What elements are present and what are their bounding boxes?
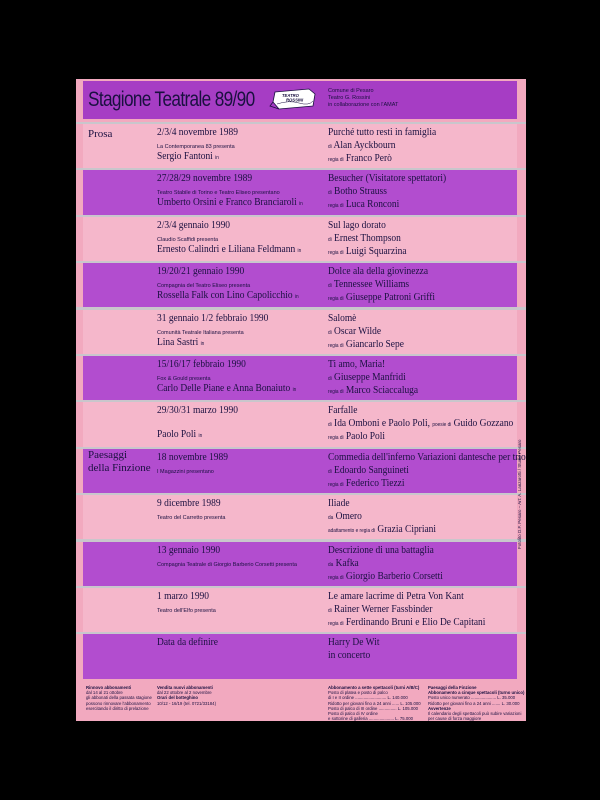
show-director-prefix: regia di [328, 296, 344, 303]
footer-heading: Vendita nuovi abbonamenti [157, 685, 213, 690]
show-director-prefix: regia di [328, 435, 344, 442]
show-actors-in: in [215, 155, 219, 161]
show-author-line [328, 325, 381, 337]
show-row [76, 217, 526, 262]
show-author-line [328, 464, 409, 476]
show-subtitle: Variazioni dantesche per trio [417, 450, 526, 463]
footer-line: Il calendario degli spettacoli può subire variazioni [428, 711, 522, 717]
footer-col-prices [328, 685, 421, 721]
show-author: Rainer Werner Fassbinder [334, 603, 433, 615]
show-author-line [328, 557, 359, 569]
teatro-rossini-logo [269, 86, 321, 112]
footer-col-paesaggi [428, 685, 524, 721]
svg-text:TEATRO: TEATRO [282, 93, 299, 98]
section-label-paesaggi-2: della Finzione [88, 462, 151, 474]
footer-col-renewal [86, 685, 152, 711]
show-director-line [328, 430, 385, 442]
show-title-line [328, 265, 428, 277]
footer-line: Posto di palco di III ordine ............... L. 105.000 [328, 705, 419, 711]
show-company: Compagnia del Teatro Eliseo presenta [157, 283, 251, 290]
show-author-prefix: di [328, 329, 332, 336]
show-title: Descrizione di una battaglia [328, 543, 434, 556]
show-author-prefix: di [328, 283, 332, 290]
show-author-line [328, 649, 370, 661]
show-title-line [328, 404, 357, 416]
show-date: 31 gennaio 1/2 febbraio 1990 [157, 311, 269, 324]
show-row [76, 402, 526, 447]
show-title: Purché tutto resti in famiglia [328, 126, 437, 138]
show-date: 15/16/17 febbraio 1990 [157, 358, 246, 370]
footer-heading: Orari del botteghino [157, 695, 199, 701]
show-company: Claudio Scaffidi presenta [157, 236, 219, 243]
show-date: 27/28/29 novembre 1989 [157, 172, 253, 185]
row-band [83, 356, 517, 401]
show-author: Kafka [335, 556, 359, 569]
show-author-line [328, 139, 395, 151]
show-author: Botho Strauss [334, 185, 387, 198]
section-label-prosa: Prosa [88, 128, 113, 140]
show-author-prefix: da [328, 515, 334, 522]
footer-line: 10/12 - 16/19 (tel. 0721/33184) [157, 700, 217, 706]
show-director: Federico Tiezzi [345, 476, 405, 489]
footer-line: esercitando il diritto di prelazione [86, 705, 149, 711]
show-company: Teatro del Carretto presenta [157, 515, 226, 522]
show-director-prefix: regia di [328, 203, 344, 210]
footer-heading: Rinnovo abbonamenti [86, 685, 132, 690]
footer-line: e sottorine di galleria ..................... L. 75.000 [328, 716, 414, 721]
show-director-line [328, 616, 485, 628]
show-date: 18 novembre 1989 [157, 450, 228, 463]
show-title: Farfalle [328, 404, 358, 417]
footer-heading: Paesaggi della Finzione [428, 685, 477, 690]
show-title-line [328, 219, 386, 231]
show-actors: Umberto Orsini e Franco Branciaroli [157, 196, 297, 209]
show-title-line [328, 312, 356, 324]
show-title: Salomè [328, 311, 357, 324]
footer-line: gli abbonati della passata stagione [86, 695, 152, 701]
footer-line: di I e II ordine .......................... L. 140.000 [328, 695, 408, 701]
header-info-line: in collaborazione con l'AMAT [328, 102, 399, 108]
show-director-line [328, 291, 435, 303]
row-band [83, 542, 517, 587]
show-actors-in: in [299, 201, 303, 208]
show-row [76, 263, 526, 308]
show-director: Giorgio Barberio Corsetti [345, 569, 443, 582]
show-title: Dolce ala della giovinezza [328, 265, 429, 278]
show-author-line [328, 232, 401, 244]
show-director-line [328, 570, 443, 582]
poster-title: Stagione Teatrale 89/90 [88, 88, 255, 111]
show-date: 29/30/31 marzo 1990 [157, 404, 238, 417]
show-title-line [328, 544, 434, 556]
show-director-prefix: regia di [328, 249, 344, 256]
show-director: Paolo Poli [345, 430, 386, 443]
show-actors: Sergio Fantoni [157, 150, 213, 162]
show-date: 2/3/4 gennaio 1990 [157, 218, 231, 231]
footer-line: dal 22 ottobre al 2 novembre [157, 690, 212, 696]
footer-line: Abbonamento a cinque spettacoli (turno unico) [428, 690, 525, 696]
show-author-prefix: di [328, 468, 332, 475]
show-row [76, 495, 526, 540]
show-actors: Paolo Poli [157, 428, 197, 441]
show-director-prefix: regia di [328, 481, 344, 488]
svg-text:ROSSINI: ROSSINI [286, 97, 304, 103]
show-company: La Contemporanea 83 presenta [157, 144, 235, 150]
show-author: Ida Omboni e Paolo Poli, [334, 417, 430, 430]
show-actors-in: in [292, 387, 297, 393]
footer-line: possono rinnovare l'abbonamento [86, 700, 151, 706]
show-author-line [328, 510, 362, 522]
show-title-line [328, 126, 436, 138]
show-director-line [328, 338, 404, 350]
show-author: in concerto [328, 649, 371, 662]
show-row [76, 310, 526, 355]
row-band [83, 124, 517, 169]
show-company: Compagnia Teatrale di Giorgio Barberio Corsetti presenta [157, 561, 297, 568]
show-director: Franco Però [345, 152, 392, 164]
show-author: Omero [335, 510, 362, 523]
show-director-prefix: regia di [328, 157, 344, 163]
show-title: Commedia dell'inferno [328, 450, 416, 463]
show-director-line [328, 384, 418, 396]
footer-line: per cause di forza maggiore [428, 716, 482, 721]
show-author-line [328, 417, 513, 429]
show-author: Ernest Thompson [334, 231, 401, 244]
footer-line: Posto di palco di IV ordine [328, 711, 378, 717]
printer-credit: Fotolito D.F. Pesaro – Art: A. Lanzarotti / Studio Pesaro [517, 439, 522, 549]
footer-line: Posto di platea e posto di palco [328, 690, 388, 696]
show-director: Giuseppe Patroni Griffi [345, 291, 436, 304]
header-info-line: Teatro G. Rossini [328, 95, 371, 101]
show-author-suffix: poesie di [432, 422, 452, 429]
show-author-prefix: di [328, 376, 332, 382]
show-author: Giuseppe Manfridi [334, 371, 406, 383]
show-author-line [328, 185, 387, 197]
show-title: Iliade [328, 497, 350, 510]
show-company: Comunità Teatrale Italiana presenta [157, 329, 244, 336]
show-actors: Rossella Falk con Lino Capolicchio [157, 289, 293, 302]
show-director-line [328, 523, 436, 535]
show-title: Sul lago dorato [328, 218, 386, 231]
footer-heading: Abbonamento a sette spettacoli (turni A/B/C) [328, 685, 420, 690]
show-date: 19/20/21 gennaio 1990 [157, 265, 245, 278]
show-author-prefix: da [328, 561, 334, 568]
footer-heading: Avvertenze [428, 705, 451, 711]
show-row [76, 124, 526, 169]
show-actors: Ernesto Calindri e Liliana Feldmann [157, 242, 296, 255]
show-director-line [328, 198, 399, 210]
show-director-line [328, 477, 404, 489]
show-actors-line [157, 150, 219, 162]
show-director: Luigi Squarzina [345, 244, 407, 257]
show-actors-in: in [198, 433, 203, 440]
footer-line: Ridotto per giovani fino a 24 anni ...... L. 105.000 [328, 700, 421, 706]
row-band [83, 634, 517, 679]
show-title: Ti amo, Maria! [328, 358, 386, 370]
show-actors-in: in [294, 294, 299, 301]
poster-header [76, 79, 526, 121]
show-author: Oscar Wilde [334, 324, 382, 337]
show-director-prefix: regia di [328, 389, 344, 395]
section-label-paesaggi: Paesaggi [88, 449, 128, 461]
show-company: I Magazzini presentano [157, 468, 214, 475]
show-title-line [328, 636, 379, 648]
show-actors-line [157, 428, 202, 440]
show-director: Marco Sciaccaluga [345, 384, 419, 396]
show-author-prefix: di [328, 422, 332, 429]
show-author: Alan Ayckbourn [333, 139, 396, 151]
show-actors: Lina Sastri [157, 335, 199, 348]
show-director-line [328, 152, 392, 164]
show-author-prefix: di [328, 608, 332, 614]
show-author-line [328, 603, 432, 615]
show-author-2: Guido Gozzano [453, 417, 514, 430]
header-info-line: Comune di Pesaro [328, 88, 374, 94]
show-director: Ferdinando Bruni e Elio De Capitani [345, 616, 486, 628]
footer-line: Posto unico numerato ..................... L. 35.000 [428, 695, 516, 701]
show-date: 2/3/4 novembre 1989 [157, 126, 238, 138]
show-actors-line [157, 243, 301, 255]
show-director: Luca Ronconi [345, 198, 400, 211]
show-author: Tennessee Williams [333, 278, 410, 291]
show-director: Grazia Cipriani [377, 523, 437, 536]
show-date: 1 marzo 1990 [157, 590, 210, 602]
show-company: Teatro dell'Elfo presenta [157, 608, 216, 614]
show-row [76, 170, 526, 215]
header-info [328, 88, 398, 109]
show-title-line [328, 590, 464, 602]
show-director-prefix: regia di [328, 342, 344, 349]
show-title-line [328, 358, 385, 370]
show-company: Fox & Gould presenta [157, 376, 211, 382]
show-author-line [328, 371, 406, 383]
show-director-prefix: regia di [328, 574, 344, 581]
show-company: Teatro Stabile di Torino e Teatro Eliseo presentano [157, 190, 280, 197]
show-date: Data da definire [157, 636, 218, 649]
show-actors-in: in [200, 340, 205, 347]
poster-footer [76, 679, 526, 721]
footer-line: Ridotto per giovani fino a 24 anni ....... L. 30.000 [428, 700, 520, 706]
show-title-line [328, 497, 350, 509]
show-actors: Carlo Delle Piane e Anna Bonaiuto [157, 382, 291, 394]
show-date: 13 gennaio 1990 [157, 543, 221, 556]
show-row [76, 634, 526, 679]
row-band [83, 495, 517, 540]
show-author-line [328, 278, 409, 290]
footer-line: dal 14 al 21 ottobre [86, 690, 123, 696]
show-author-prefix: di [328, 236, 332, 243]
show-row [76, 356, 526, 401]
show-title: Harry De Wit [328, 636, 380, 649]
poster [76, 79, 526, 721]
footer-col-sales [157, 685, 216, 706]
show-author-prefix: di [328, 190, 332, 197]
row-band [83, 263, 517, 308]
show-date: 9 dicembre 1989 [157, 497, 221, 510]
row-band [83, 310, 517, 355]
show-author-prefix: di [328, 144, 332, 150]
show-actors-line [157, 289, 299, 301]
show-director-prefix: regia di [328, 621, 344, 627]
show-director: Giancarlo Sepe [345, 337, 404, 350]
show-row [76, 542, 526, 587]
show-actors-line [157, 382, 296, 394]
show-row [76, 588, 526, 633]
show-title-line [328, 172, 446, 184]
show-actors-line [157, 336, 204, 348]
show-director-prefix: adattamento e regia di [328, 528, 376, 535]
show-title: Le amare lacrime di Petra Von Kant [328, 590, 464, 602]
show-actors-line [157, 196, 303, 208]
show-title: Besucher (Visitatore spettatori) [328, 172, 447, 185]
show-author: Edoardo Sanguineti [334, 463, 409, 476]
show-actors-in: in [297, 247, 302, 254]
show-title-line [328, 451, 526, 463]
show-director-line [328, 245, 407, 257]
